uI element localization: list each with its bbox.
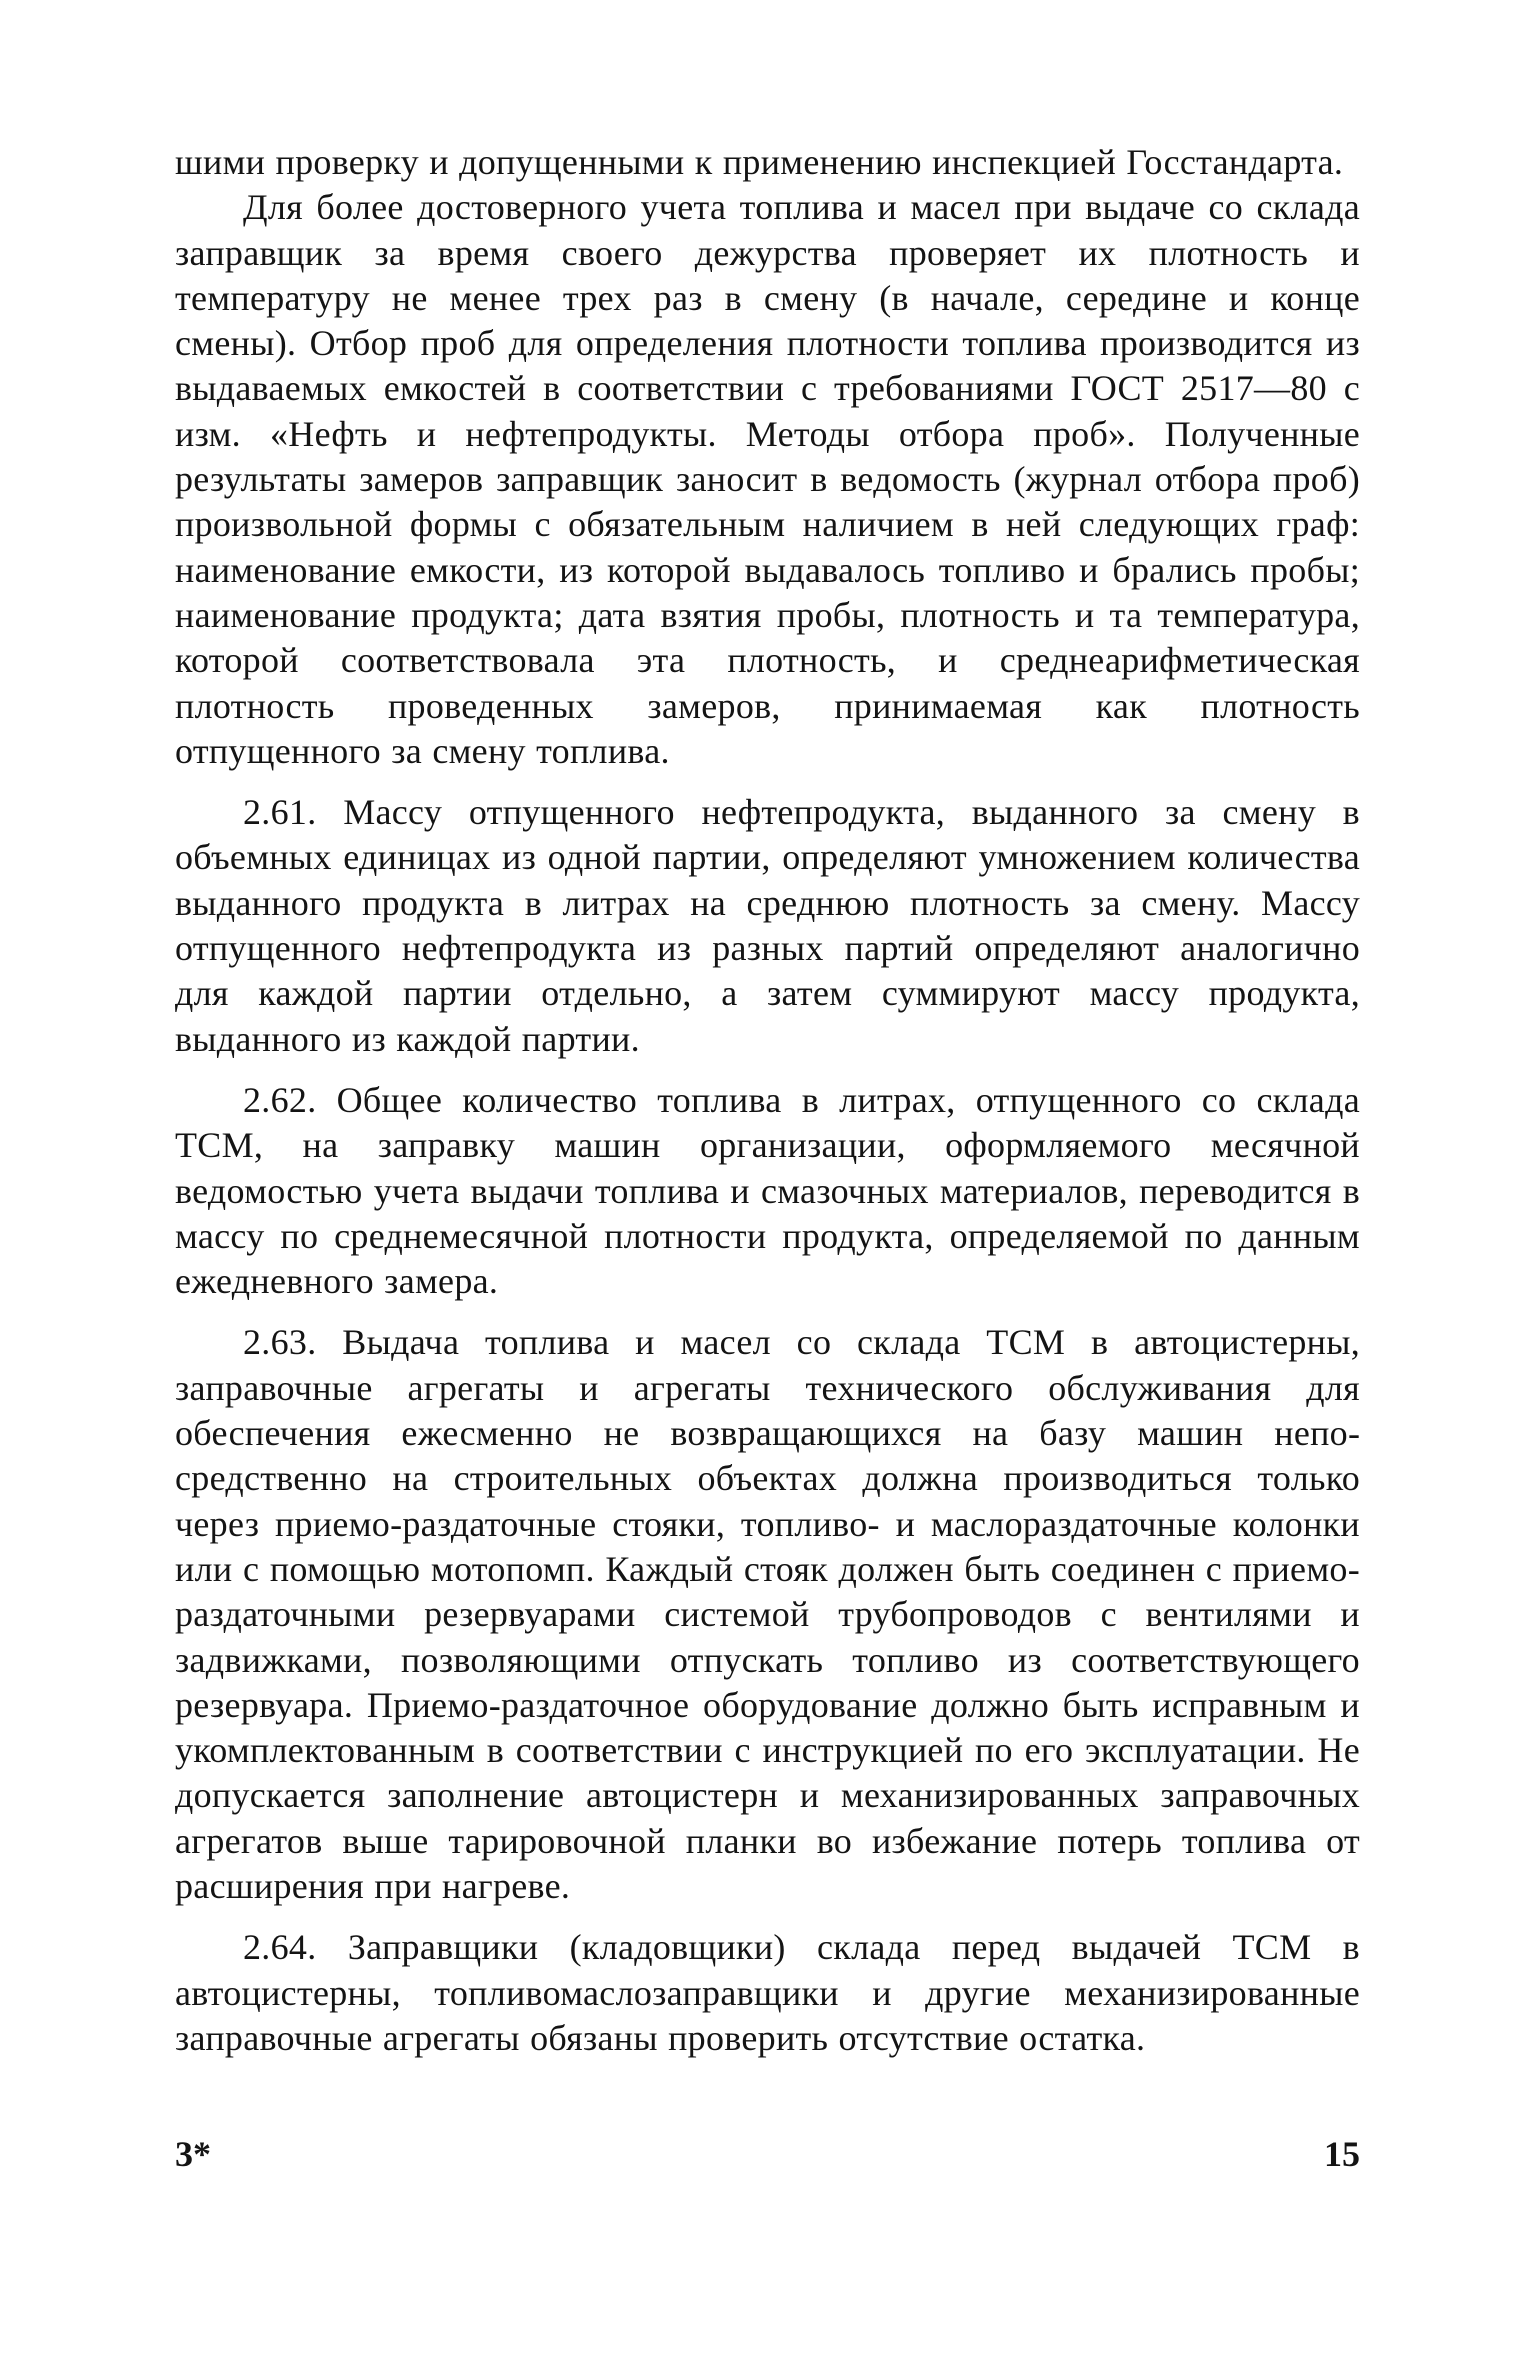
paragraph-number: 2.61. bbox=[243, 792, 317, 833]
paragraph-text: Выдача топлива и масел со склада ТСМ в автоцистерны, заправочные агрегаты и агрегаты технического обслуживания для обеспечения ежесменно не возвращающихся на базу машин непосредственно на строительных объектах должна производиться только через приемо-раздаточные стояки, топливо- и маслораздаточные колонки или с помощью мотопомп. Каждый стояк должен быть соединен с приемо-раздаточными резервуарами системой трубопроводов с вентилями и задвижками, позволяющими отпускать топливо из соответствующего резервуара. Приемо-раздаточное оборудование должно быть исправным и укомплектованным в соответствии с инструкцией по его эксплуатации. Не допускается заполнение автоцистерн и механизированных заправочных агрегатов выше тарировочной планки во избежание потерь топлива от расширения при нагреве. bbox=[175, 1322, 1360, 1906]
paragraph-text: шими проверку и допущенными к применению инспекцией Госстандарта. bbox=[175, 142, 1344, 182]
paragraph-2-63 bbox=[175, 1320, 1360, 1909]
paragraph-continuation bbox=[175, 140, 1360, 185]
paragraph-number: 2.63. bbox=[243, 1322, 317, 1363]
paragraph-text: Массу отпущенного нефтепродукта, выданного за смену в объемных единицах из одной партии, определяют умножением количества выданного продукта в литрах на среднюю плотность за смену. Массу отпущенного нефтепродукта из разных партий определяют аналогично для каждой партии отдельно, а затем суммируют массу продукта, выданного из каждой партии. bbox=[175, 792, 1360, 1059]
paragraph-text: Заправщики (кладовщики) склада перед выдачей ТСМ в автоцистерны, топливомаслозаправщики и другие механизированные заправочные агрегаты обязаны проверить отсутствие остатка. bbox=[175, 1927, 1360, 2058]
paragraph-text: Для более достоверного учета топлива и масел при выдаче со склада заправщик за время своего дежурства проверяет их плотность и температуру не менее трех раз в смену (в начале, середине и конце смены). Отбор проб для определения плотности топлива производится из выдаваемых емкостей в соответствии с требованиями ГОСТ 2517—80 с изм. «Нефть и нефтепродукты. Методы отбора проб». Полученные результаты замеров заправщик заносит в ведомость (журнал отбора проб) произвольной формы с обязательным наличием в ней следующих граф: наименование емкости, из которой выдавалось топливо и брались пробы; наименование продукта; дата взятия пробы, плотность и та температура, которой соответствовала эта плотность, и среднеарифметическая плотность проведенных замеров, принимаемая как плотность отпущенного за смену топлива. bbox=[175, 187, 1360, 771]
paragraph-2-61 bbox=[175, 790, 1360, 1062]
paragraph-number: 2.64. bbox=[243, 1927, 317, 1968]
body-text bbox=[175, 140, 1360, 2061]
paragraph-2-64 bbox=[175, 1925, 1360, 2061]
paragraph-text: Общее количество топлива в литрах, отпущенного со склада ТСМ, на заправку машин организации, оформляемого месячной ведомостью учета выдачи топлива и смазочных материалов, переводится в массу по среднемесячной плотности продукта, определяемой по данным ежедневного замера. bbox=[175, 1079, 1360, 1302]
paragraph-number: 2.62. bbox=[243, 1079, 317, 1120]
paragraph-fuel-accounting bbox=[175, 185, 1360, 774]
signature-mark: 3* bbox=[175, 2134, 211, 2174]
page-number: 15 bbox=[1324, 2134, 1360, 2174]
page-footer bbox=[175, 2133, 1360, 2183]
paragraph-2-62 bbox=[175, 1078, 1360, 1304]
